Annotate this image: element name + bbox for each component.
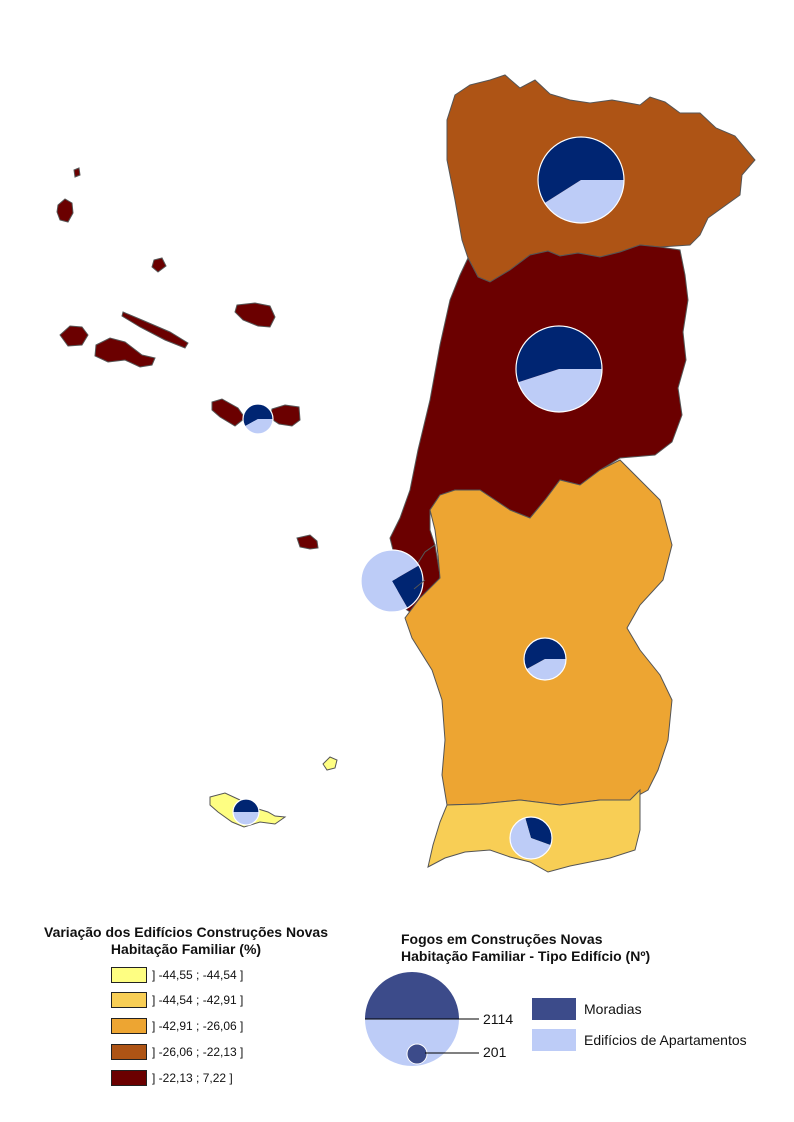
islands [57, 168, 337, 827]
variation-legend-title-line2: Habitação Familiar (%) [110, 941, 262, 957]
legend-class-label: ] -44,55 ; -44,54 ] [152, 968, 244, 982]
legend-swatch [111, 1070, 147, 1086]
variation-legend-title [0, 924, 372, 958]
fogos-legend-title-line2: Habitação Familiar - Tipo Edifício (Nº) [401, 948, 651, 964]
size-circle-top [365, 972, 459, 1019]
legend-swatch [111, 992, 147, 1008]
size-max-label: 2114 [483, 1011, 514, 1027]
legend-swatch [111, 1018, 147, 1034]
fogos-legend-title [401, 931, 650, 965]
pie-madeira [233, 799, 259, 825]
size-min-label: 201 [483, 1044, 507, 1060]
legend-swatch [532, 1029, 576, 1051]
legend-class-1 [111, 966, 243, 984]
legend-type-label: Moradias [584, 1001, 642, 1017]
pie-aores [243, 404, 273, 434]
size-circle-small [407, 1044, 427, 1064]
legend-swatch [532, 998, 576, 1020]
legend-class-4 [111, 1043, 243, 1061]
legend-class-5 [111, 1069, 233, 1087]
legend-class-label: ] -26,06 ; -22,13 ] [152, 1045, 244, 1059]
legend-class-2 [111, 991, 243, 1009]
pie-centro [516, 326, 602, 412]
legend-class-3 [111, 1017, 243, 1035]
legend-swatch [111, 967, 147, 983]
region-alentejo [405, 460, 672, 805]
legend-class-label: ] -22,13 ; 7,22 ] [152, 1071, 233, 1085]
legend-class-label: ] -44,54 ; -42,91 ] [152, 993, 244, 1007]
legend-type-apartamentos [532, 1029, 747, 1051]
pie-algarve [510, 817, 552, 859]
legend-type-moradias [532, 998, 642, 1020]
pie-alentejo [524, 638, 566, 680]
legend-class-label: ] -42,91 ; -26,06 ] [152, 1019, 244, 1033]
region-madeira [210, 757, 337, 827]
pie-lisboa [361, 550, 423, 612]
variation-legend-title-line1: Variação dos Edifícios Construções Novas [44, 924, 328, 940]
legend-swatch [111, 1044, 147, 1060]
legend-type-label: Edifícios de Apartamentos [584, 1032, 747, 1048]
pie-norte [538, 137, 624, 223]
fogos-legend-title-line1: Fogos em Construções Novas [401, 931, 603, 947]
region-acores [57, 168, 318, 549]
